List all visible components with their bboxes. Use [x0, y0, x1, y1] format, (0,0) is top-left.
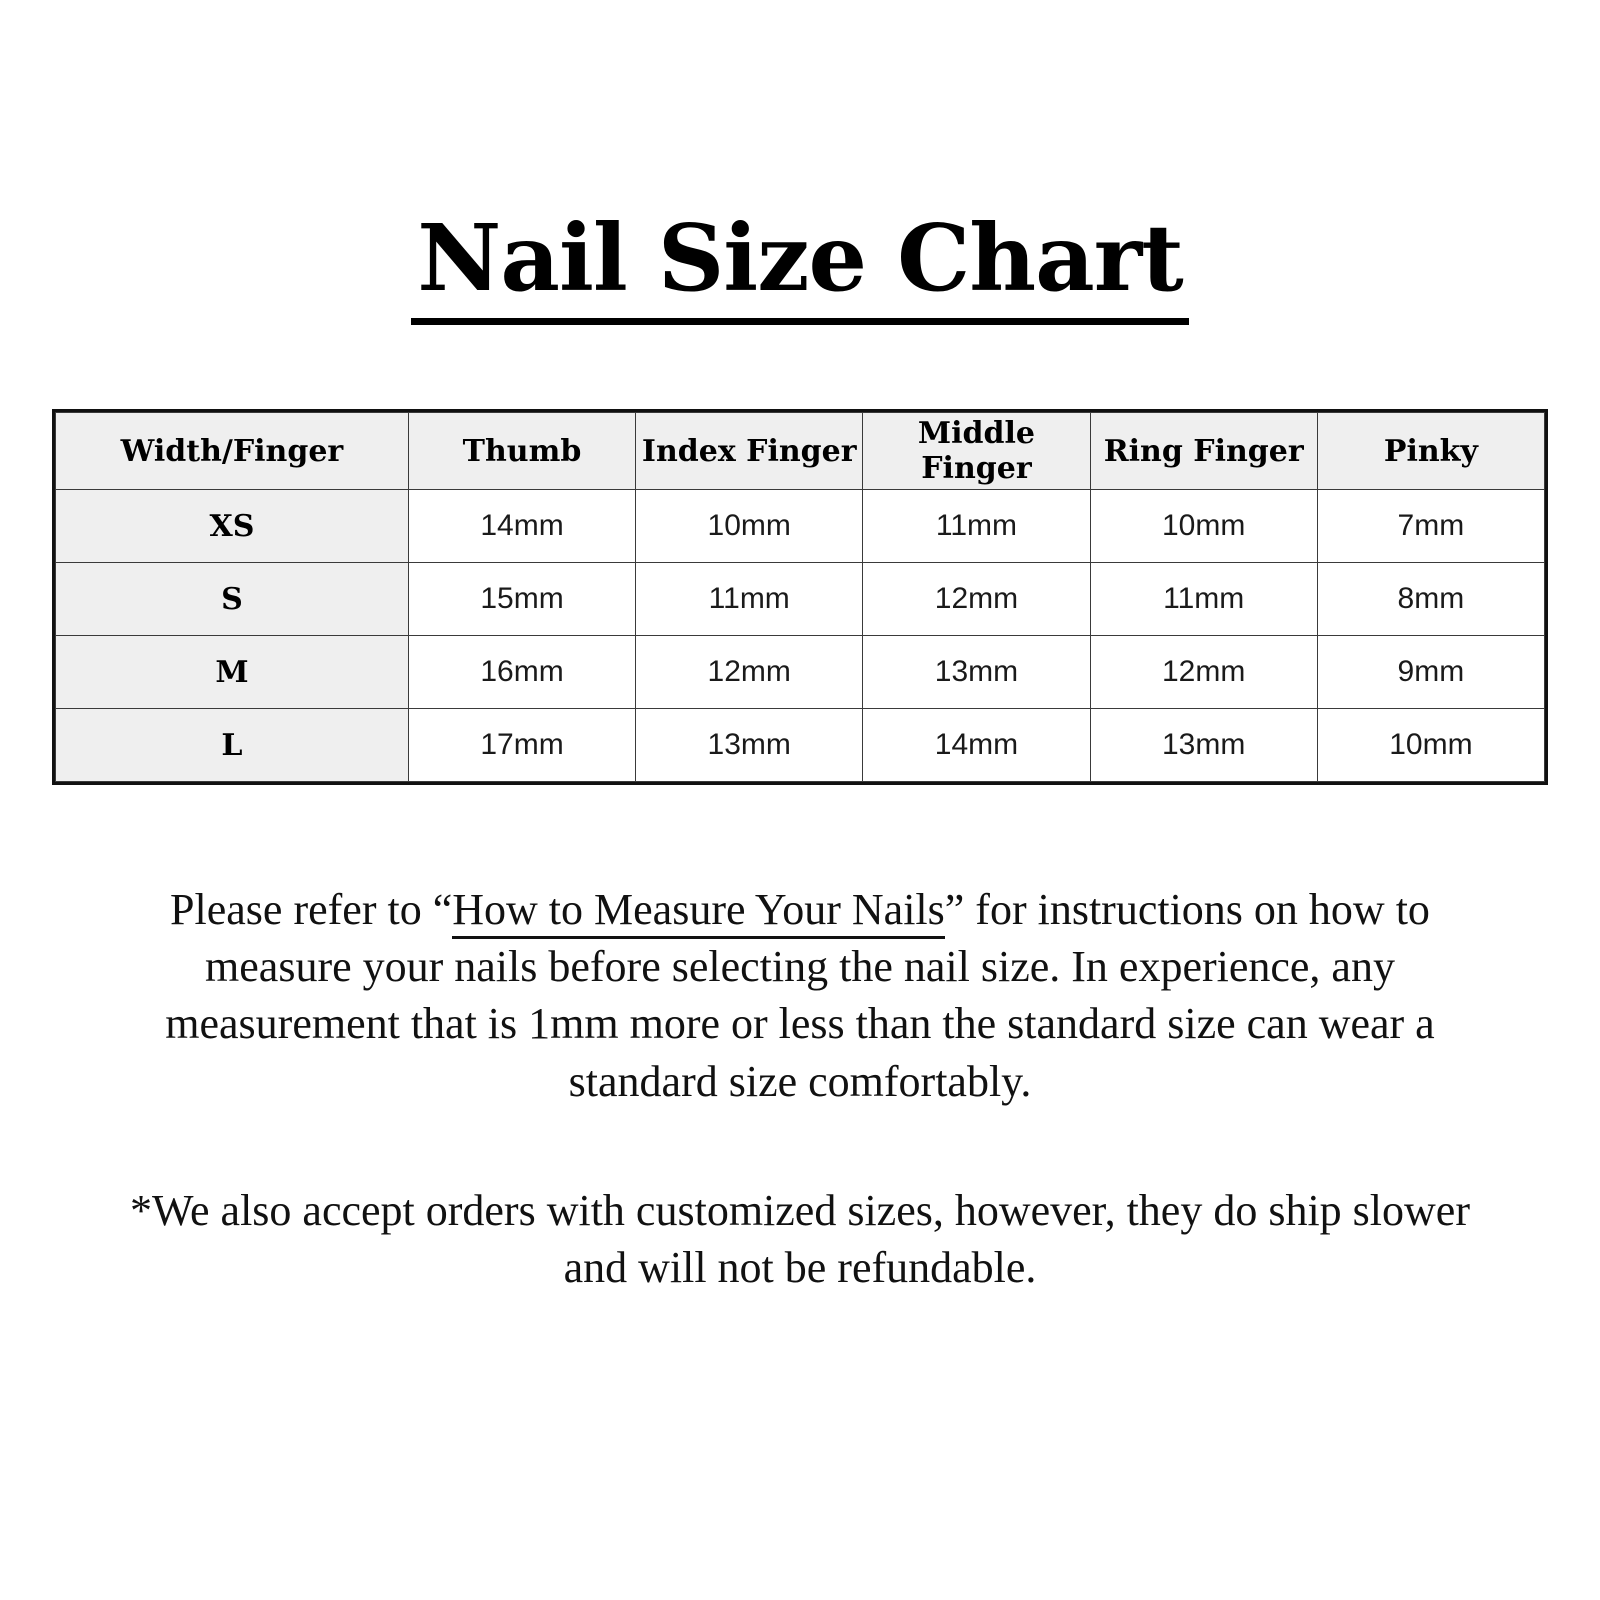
table-row: [56, 490, 1545, 563]
cell-s-thumb: 15mm: [408, 563, 635, 636]
table-header: [56, 413, 1545, 490]
cell-l-ring: 13mm: [1090, 709, 1317, 782]
table-row: [56, 563, 1545, 636]
page-title: Nail Size Chart: [411, 212, 1189, 325]
cell-s-ring: 11mm: [1090, 563, 1317, 636]
note-text-part1: Please refer to “: [170, 885, 453, 934]
table-row: [56, 636, 1545, 709]
column-header-middle-finger: Middle Finger: [863, 413, 1090, 490]
cell-l-pinky: 10mm: [1317, 709, 1544, 782]
column-header-width-finger: Width/Finger: [56, 413, 409, 490]
row-label-l: L: [56, 709, 409, 782]
note-paragraph-instructions: [110, 881, 1490, 1110]
cell-s-pinky: 8mm: [1317, 563, 1544, 636]
cell-xs-index: 10mm: [636, 490, 863, 563]
cell-l-index: 13mm: [636, 709, 863, 782]
cell-xs-thumb: 14mm: [408, 490, 635, 563]
table-header-row: [56, 413, 1545, 490]
cell-l-thumb: 17mm: [408, 709, 635, 782]
cell-m-middle: 13mm: [863, 636, 1090, 709]
cell-m-pinky: 9mm: [1317, 636, 1544, 709]
cell-m-ring: 12mm: [1090, 636, 1317, 709]
how-to-measure-link[interactable]: How to Measure Your Nails: [452, 885, 945, 939]
cell-s-middle: 12mm: [863, 563, 1090, 636]
size-table-container: [52, 409, 1548, 785]
row-label-s: S: [56, 563, 409, 636]
table-row: [56, 709, 1545, 782]
table-body: [56, 490, 1545, 782]
cell-s-index: 11mm: [636, 563, 863, 636]
cell-xs-ring: 10mm: [1090, 490, 1317, 563]
column-header-thumb: Thumb: [408, 413, 635, 490]
nail-size-table: [55, 412, 1545, 782]
note-text-part2: ” for instructions on how to measure your nails before selecting the nail size. In experience, any measurement that is 1mm more or less than the standard size can wear a standard size comfortably.: [165, 885, 1435, 1106]
row-label-xs: XS: [56, 490, 409, 563]
title-container: [0, 0, 1600, 325]
column-header-pinky: Pinky: [1317, 413, 1544, 490]
column-header-index-finger: Index Finger: [636, 413, 863, 490]
cell-l-middle: 14mm: [863, 709, 1090, 782]
column-header-ring-finger: Ring Finger: [1090, 413, 1317, 490]
cell-xs-middle: 11mm: [863, 490, 1090, 563]
row-label-m: M: [56, 636, 409, 709]
cell-xs-pinky: 7mm: [1317, 490, 1544, 563]
note-paragraph-custom-sizes: *We also accept orders with customized sizes, however, they do ship slower and will not be refundable.: [130, 1185, 1470, 1292]
cell-m-thumb: 16mm: [408, 636, 635, 709]
cell-m-index: 12mm: [636, 636, 863, 709]
notes-section: [110, 881, 1490, 1296]
